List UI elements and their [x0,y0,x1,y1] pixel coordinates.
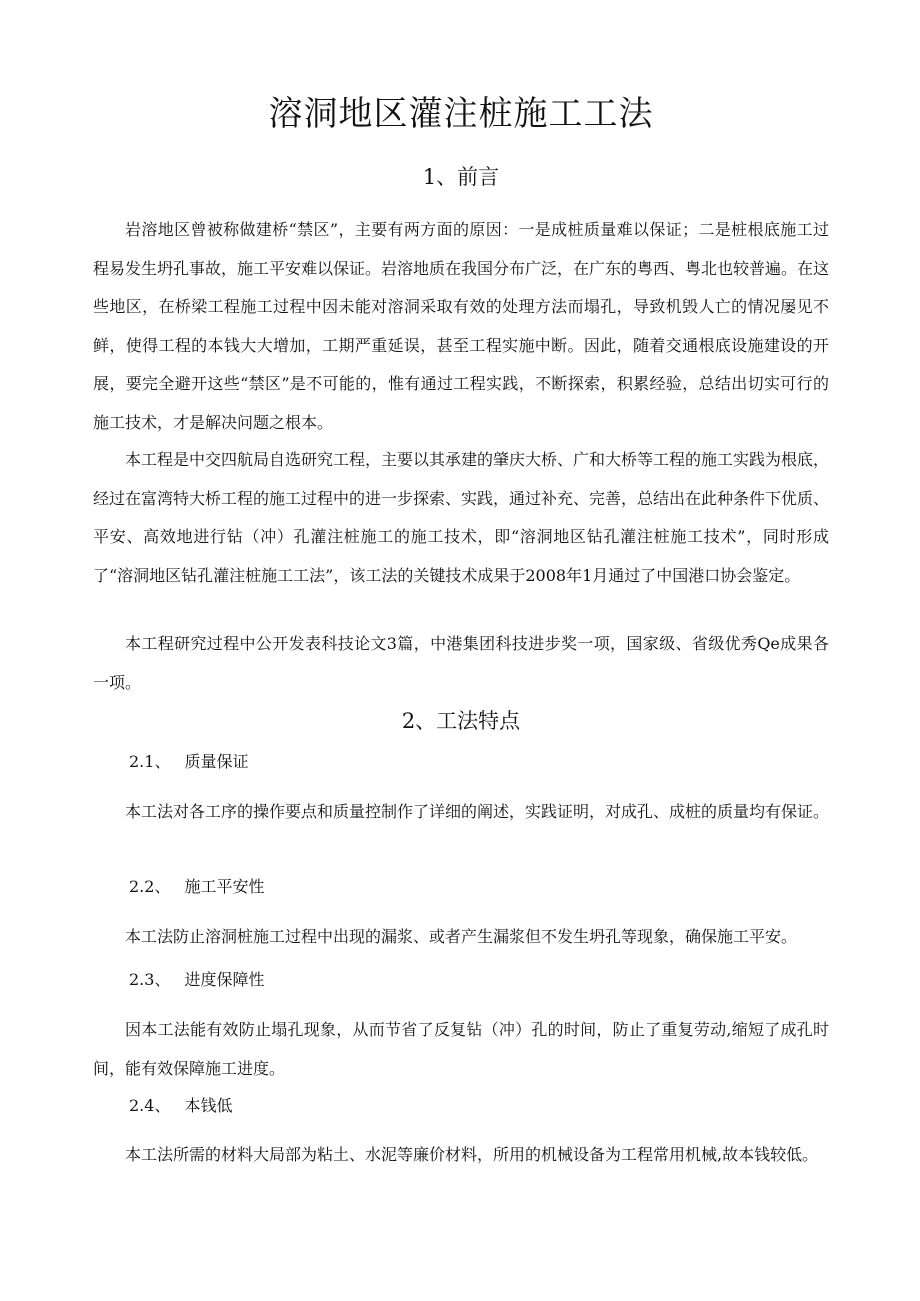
subsection-number: 2.4、 [129,1096,171,1115]
subsection-title: 质量保证 [184,752,249,771]
document-title: 溶洞地区灌注桩施工工法 [268,94,654,134]
subsection-paragraph-safety: 本工法防止溶洞桩施工过程中出现的漏浆、或者产生漏浆但不发生坍孔等现象，确保施工平安。 [125,927,798,946]
subsection-title: 本钱低 [184,1096,233,1115]
subsection-paragraph-cost: 本工法所需的材料大局部为粘土、水泥等廉价材料，所用的机械设备为工程常用机械,故本钱较低。 [125,1145,819,1164]
preface-paragraph-1: 岩溶地区曾被称做建桥“禁区”，主要有两方面的原因：一是成桩质量难以保证；二是桩根底施工过程易发生坍孔事故，施工平安难以保证。岩溶地质在我国分布广泛，在广东的粤西、粤北也较普遍。在这些地区，在桥梁工程施工过程中因未能对溶洞采取有效的处理方法而塌孔，导致机毁人亡的情况屡见不鲜，使得工程的本钱大大增加，工期严重延误，甚至工程实施中断。因此，随着交通根底设施建设的开展，要完全避开这些“禁区”是不可能的，惟有通过工程实践，不断探索，积累经验，总结出切实可行的施工技术，才是解决问题之根本。 [93,220,830,432]
subsection-heading-quality [129,748,248,776]
preface-paragraph-2: 本工程是中交四航局自选研究工程，主要以其承建的肇庆大桥、广和大桥等工程的施工实践为根底，经过在富湾特大桥工程的施工过程中的进一步探索、实践，通过补充、完善，总结出在此种条件下优质、平安、高效地进行钻（冲）孔灌注桩施工的施工技术，即“溶洞地区钻孔灌注桩施工技术”，同时形成了“溶洞地区钻孔灌注桩施工工法”，该工法的关键技术成果于2008年1月通过了中国港口协会鉴定。 [93,450,830,585]
subsection-title: 进度保障性 [184,970,265,989]
subsection-number: 2.3、 [129,970,171,989]
subsection-heading-safety [129,873,264,901]
preface-paragraph-3: 本工程研究过程中公开发表科技论文3篇，中港集团科技进步奖一项，国家级、省级优秀Qe成果各一项。 [93,634,829,692]
section-heading-preface: 1、前言 [422,165,500,189]
subsection-paragraph-quality: 本工法对各工序的操作要点和质量控制作了详细的阐述，实践证明，对成孔、成桩的质量均有保证。 [125,802,830,821]
subsection-number: 2.2、 [129,877,171,896]
section-heading-features: 2、工法特点 [401,709,521,733]
subsection-title: 施工平安性 [184,877,265,896]
subsection-number: 2.1、 [129,752,171,771]
subsection-paragraph-schedule: 因本工法能有效防止塌孔现象，从而节省了反复钻（冲）孔的时间，防止了重复劳动,缩短了成孔时间，能有效保障施工进度。 [93,1020,829,1078]
subsection-heading-cost [129,1092,232,1120]
subsection-heading-schedule [129,966,264,994]
